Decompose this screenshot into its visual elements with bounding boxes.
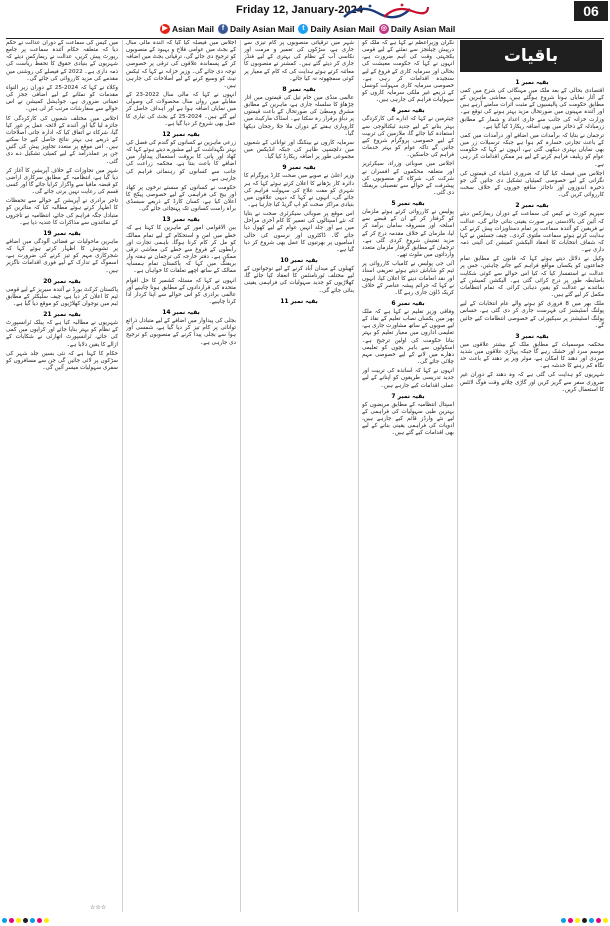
column-divider [240,40,241,912]
article-paragraph: اجلاس میں فیصلہ کیا گیا کہ آئندہ مالی سال کے بجٹ میں عوامی فلاح و بہبود کے منصوبوں کو ترجیح دی جائے گی، ترقیاتی بجٹ میں اضافہ کر کے پسماندہ علاقوں کی ترقی پر خصوصی توجہ دی جائے گی۔ وزیر خزانہ نے کہا کہ ٹیکس نیٹ کو وسیع کرنے کے لیے اصلاحات کی جارہی ہیں۔ [126,40,236,89]
continuation-heading: بقیہ نمبر 6 [391,300,425,307]
article-paragraph: کھیلوں کے میدان آباد کرنے کے لیے نوجوانوں کے لیے مختلف ٹورنامنٹس کا انعقاد کیا جائے گا، کھلاڑیوں کو جدید سہولیات کی فراہمی یقینی بنائی جائے گی۔ [244,266,354,294]
article-paragraph: شہر میں تجاوزات کے خلاف آپریشن کا آغاز کر دیا گیا ہے، انتظامیہ کے مطابق سرکاری اراضی کو قبضہ مافیا سے واگزار کرایا جائے گا اور کسی قسم کی رعایت نہیں برتی جائے گی۔ [6,167,118,196]
column-2 [362,40,454,912]
issue-date: Friday 12, January-2024 [236,4,364,16]
article-paragraph: ملک بھر میں 8 فروری کو ہونے والے عام انتخابات کے لیے پولنگ اسٹیشنز کی فہرست جاری کر دی گئی ہے، حساس پولنگ اسٹیشنز پر سیکیورٹی کے خصوصی انتظامات کیے جائیں گے۔ [460,301,604,329]
article-paragraph: پاکستان کرکٹ بورڈ نے آئندہ سیریز کے لیے قومی ٹیم کا اعلان کر دیا ہے، چیف سلیکٹر کے مطابق ٹیم میں نوجوان کھلاڑیوں کو موقع دیا گیا ہے۔ [6,286,118,307]
social-youtube-label: Asian Mail [172,23,215,34]
masthead-logo [340,1,432,21]
article-paragraph: وزیر اعلیٰ نے صوبے میں صحت کارڈ پروگرام کا دائرہ کار بڑھانے کا اعلان کرتے ہوئے کہا کہ ہر شہری کو مفت علاج کی سہولت فراہم کی جائے گی، انہوں نے کہا کہ دیہی علاقوں میں بنیادی مراکز صحت کو اپ گریڈ کیا جارہا ہے۔ [244,173,354,208]
column-4 [126,40,236,912]
color-swatch [589,918,594,923]
continuation-heading: بقیہ نمبر 20 [43,277,81,285]
article-paragraph: میں کیس کی سماعت کے دوران عدالت نے حکم دیا کہ متعلقہ حکام آئندہ سماعت پر جامع رپورٹ پیش کریں، عدالت نے ریمارکس دیئے کہ شہریوں کے بنیادی حقوق کا تحفظ ریاست کی ذمہ داری ہے۔ 2022 کے فیصلے کی روشنی میں مقدمے کی مزید کارروائی کی جائے گی۔ [6,40,118,82]
color-swatches-right [561,918,608,923]
color-swatch [568,918,573,923]
social-facebook-label: Daily Asian Mail [230,23,295,34]
article-paragraph: زرعی ماہرین نے کسانوں کو گندم کی فصل کی بہتر نگہداشت کے لیے مشورے دیتے ہوئے کہا کہ کھاد اور پانی کا بروقت استعمال پیداوار میں اضافے کا باعث بنتا ہے، محکمہ زراعت کی جانب سے کسانوں کو رہنمائی فراہم کی جارہی ہے۔ [126,139,236,182]
color-swatches-left [2,918,49,923]
social-youtube[interactable] [160,21,214,36]
end-stars: ☆☆☆ [90,904,107,911]
article-paragraph: حکومت نے کسانوں کو سستے نرخوں پر کھاد اور بیج کی فراہمی کے لیے خصوصی پیکج کا اعلان کیا ہے، کسان کارڈ کے ذریعے سبسڈی براہ راست کسانوں تک پہنچائی جائے گی۔ [126,184,236,213]
article-paragraph: اس موقع پر صوبائی سیکرٹری صحت نے بتایا کہ نئے اسپتالوں کی تعمیر کا کام آخری مراحل میں ہے اور جلد انہیں عوام کے لیے کھول دیا جائے گا۔ ڈاکٹروں اور نرسوں کی خالی اسامیوں پر بھرتیوں کا عمل بھی شروع کر دیا گیا ہے۔ [244,211,354,253]
color-swatch [596,918,601,923]
continuation-heading: بقیہ نمبر 12 [162,130,200,138]
column-1 [460,40,604,912]
article-paragraph: انہوں نے کہا کہ مالی سال 2022-23 کے مقابلے میں رواں سال محصولات کی وصولی میں نمایاں اضافہ ہوا ہے اور اہداف حاصل کر لیے گئے ہیں۔ 2024-25 کے بجٹ کی تیاری کا عمل بھی شروع کر دیا گیا ہے۔ [126,92,236,127]
social-twitter[interactable] [298,21,374,36]
color-swatch [9,918,14,923]
continuation-heading: بقیہ نمبر 9 [282,164,316,172]
continuation-heading: بقیہ نمبر 13 [162,216,200,224]
article-paragraph: چیئرمین نے کہا کہ ادارے کی کارکردگی بہتر بنانے کے لیے جدید ٹیکنالوجی سے استفادہ کیا جائے گا، ملازمین کی تربیت کے لیے خصوصی پروگرام شروع کیے جائیں گے تاکہ عوام کو بہتر خدمات فراہم کی جاسکیں۔ [362,116,454,159]
article-paragraph: انہوں نے کہا کہ مسئلہ کشمیر کا حل اقوام متحدہ کی قراردادوں کے مطابق ہونا چاہیے اور عالمی برادری کو اس حوالے سے اپنا کردار ادا کرنا چاہیے۔ [126,277,236,305]
article-paragraph: وفاقی وزیر تعلیم نے کہا ہے کہ ملک بھر میں یکساں نصاب تعلیم کے نفاذ کے لیے صوبوں کے ساتھ مشاورت جاری ہے، تعلیمی اداروں میں معیار تعلیم کو بہتر بنانا حکومت کی اولین ترجیح ہے۔ اسکولوں سے باہر بچوں کو تعلیمی دھارے میں لانے کے لیے خصوصی مہم چلائی جائے گی۔ [362,309,454,366]
article-paragraph: نگران وزیراعظم نے کہا ہے کہ ملک کو درپیش چیلنجز سے نمٹنے کے لیے قومی یکجہتی وقت کی اہم ضرورت ہے، انہوں نے کہا کہ حکومت معیشت کی بحالی اور سرمایہ کاری کے فروغ کے لیے سنجیدہ اقدامات کر رہی ہے۔ خصوصی سرمایہ کاری سہولت کونسل کے ذریعے غیر ملکی سرمایہ کاروں کو سہولیات فراہم کی جارہی ہیں۔ [362,40,454,104]
instagram-icon: ◎ [380,24,387,32]
continuation-heading: بقیہ نمبر 3 [515,332,549,340]
color-swatch [575,918,580,923]
social-facebook[interactable] [218,21,294,36]
article-paragraph: ماہرین ماحولیات نے فضائی آلودگی میں اضافے پر تشویش کا اظہار کرتے ہوئے کہا کہ شجرکاری مہم کو تیز کرنے کی ضرورت ہے، اسموگ کے تدارک کے لیے فوری اقدامات ناگزیر ہیں۔ [6,238,118,274]
article-paragraph: حکام کا کہنا ہے کہ نئی بسیں جلد شہر کی سڑکوں پر لائی جائیں گی جن سے مسافروں کو سفری سہولیات میسر آئیں گی۔ [6,350,118,372]
article-paragraph: شہریوں نے مطالبہ کیا ہے کہ پبلک ٹرانسپورٹ کے نظام کو بہتر بنایا جائے اور کرایوں میں کمی کی جائے، ٹرانسپورٹ اتھارٹی نے شکایات کے ازالے کا یقین دلایا ہے۔ [6,320,118,348]
section-title [460,40,602,72]
social-twitter-label: Daily Asian Mail [310,23,375,34]
column-divider [457,40,458,912]
continuation-heading: بقیہ نمبر 14 [162,309,200,317]
color-swatch [37,918,42,923]
section-title-text: باقیات [503,46,559,66]
article-paragraph: بین الاقوامی امور کے ماہرین کا کہنا ہے کہ خطے میں امن و استحکام کے لیے تمام ممالک کو مل کر کام کرنا ہوگا، باہمی تجارت اور رابطوں کے فروغ سے خطے کی معاشی ترقی ممکن ہے۔ دفتر خارجہ کی ترجمان نے ہفتہ وار بریفنگ میں کہا کہ پاکستان تمام ہمسایہ ممالک کے ساتھ اچھے تعلقات کا خواہاں ہے۔ [126,225,236,275]
column-1-body [460,76,604,912]
article-paragraph: انہوں نے کہا کہ اساتذہ کی تربیت اور جدید تدریسی طریقوں کو اپنانے کے لیے عملی اقدامات کیے جارہے ہیں۔ [362,368,454,389]
continuation-heading: بقیہ نمبر 1 [515,79,549,86]
color-swatch [44,918,49,923]
color-swatch [603,918,608,923]
article-paragraph: تاجر برادری نے آپریشن کے حوالے سے تحفظات کا اظہار کرتے ہوئے مطالبہ کیا کہ متاثرین کو متبادل جگہ فراہم کی جائے، انتظامیہ نے تاجروں کے نمائندوں سے مذاکرات کا عندیہ دیا ہے۔ [6,198,118,226]
social-instagram[interactable] [379,21,455,36]
continuation-heading: بقیہ نمبر 4 [391,107,425,115]
header-rule [6,38,604,39]
article-paragraph: سپریم کورٹ نے کیس کی سماعت کے دوران ریمارکس دیئے کہ آئین کی بالادستی ہر صورت یقینی بنائی جائے گی، عدالت نے فریقین کو آئندہ سماعت پر تمام دستاویزات پیش کرنے کی ہدایت کرتے ہوئے سماعت ملتوی کردی۔ چیف جسٹس نے کہا کہ شفاف انتخابات کا انعقاد الیکشن کمیشن کی آئینی ذمہ داری ہے۔ [460,211,604,254]
article-paragraph: اجلاس میں فیصلہ کیا گیا کہ ضروری اشیاء کی قیمتوں کی نگرانی کے لیے خصوصی کمیٹیاں تشکیل دی جائیں گی جو ذخیرہ اندوزوں اور ناجائز منافع خوروں کے خلاف سخت کارروائی کریں گی۔ [460,170,604,199]
column-divider [358,40,359,912]
color-swatch [30,918,35,923]
article-paragraph: اقتصادی بحالی کے بعد ملک میں مہنگائی کی شرح میں کمی کے آثار نمایاں ہونا شروع ہوگئے ہیں، معاشی ماہرین کے مطابق حکومت کی پالیسیوں کے مثبت اثرات سامنے آرہے ہیں اور آئندہ مہینوں میں صورتحال مزید بہتر ہونے کی توقع ہے۔ وزارت خزانہ کی جانب سے جاری اعداد و شمار کے مطابق زرمبادلہ کے ذخائر میں بھی اضافہ ریکارڈ کیا گیا ہے۔ [460,88,604,130]
continuation-heading: بقیہ نمبر 2 [515,202,549,210]
youtube-icon: ▶ [160,24,170,34]
column-3 [244,40,354,912]
article-paragraph: وکیل نے دلائل دیتے ہوئے کہا کہ قانون کے مطابق تمام جماعتوں کو یکساں مواقع فراہم کیے جانے چاہئیں، جس پر عدالت نے استفسار کیا کہ کیا اس حوالے سے کوئی شکایت باضابطہ طور پر درج کرائی گئی ہے۔ الیکشن کمیشن کے نمائندے نے عدالت کو یقین دہانی کرائی کہ تمام انتظامات مکمل کر لیے گئے ہیں۔ [460,256,604,299]
article-paragraph: اجلاس میں مختلف شعبوں کی کارکردگی کا جائزہ لیا گیا اور آئندہ کے لائحہ عمل پر غور کیا گیا، شرکاء نے اتفاق کیا کہ ادارہ جاتی اصلاحات کے ذریعے ہی بہتر نتائج حاصل کیے جا سکتے ہیں۔ اس موقع پر متعدد تجاویز پیش کی گئیں جن پر عملدرآمد کے لیے کمیٹی تشکیل دے دی گئی۔ [6,115,118,165]
color-swatch [23,918,28,923]
continuation-heading: بقیہ نمبر 10 [280,257,318,265]
column-5 [6,40,118,912]
article-paragraph: شہریوں کو ہدایت کی گئی ہے کہ وہ دھند کے دوران غیر ضروری سفر سے گریز کریں اور گاڑی چلاتے وقت فوگ لائٹس کا استعمال کریں۔ [460,372,604,393]
article-paragraph: وکلاء نے کہا کہ 2024-25 کے دوران زیر التواء مقدمات کو نمٹانے کے لیے اضافی ججز کی تعیناتی ضروری ہے، جوڈیشل کمیشن نے اس حوالے سے سفارشات مرتب کر لی ہیں۔ [6,84,118,113]
continuation-heading: بقیہ نمبر 8 [282,85,316,93]
article-paragraph: شہر میں ترقیاتی منصوبوں پر کام تیزی سے جاری ہے، سڑکوں کی تعمیر و مرمت اور نکاسی آب کے نظام کی بہتری کے لیے فنڈز جاری کر دیئے گئے ہیں۔ کمشنر نے منصوبوں کا معائنہ کرتے ہوئے ہدایت کی کہ کام کے معیار پر کوئی سمجھوتہ نہ کیا جائے۔ [244,40,354,82]
twitter-icon: t [298,24,308,34]
article-paragraph: محکمہ موسمیات کے مطابق ملک کے بیشتر علاقوں میں موسم سرد اور خشک رہے گا جبکہ پہاڑی علاقوں میں شدید سردی اور دھند کا امکان ہے، موٹر ویز پر دھند کے باعث حد نگاہ کم رہنے کا خدشہ ہے۔ [460,341,604,370]
continuation-heading: بقیہ نمبر 5 [391,200,425,208]
article-paragraph: اجلاس میں صوبائی وزراء، سیکرٹریز اور متعلقہ محکموں کے افسران نے شرکت کی، شرکاء کو منصوبوں کی پیشرفت کے حوالے سے تفصیلی بریفنگ دی گئی۔ [362,161,454,196]
page-number: 06 [574,1,608,21]
article-paragraph: پولیس نے کارروائی کرتے ہوئے ملزمان کو گرفتار کر کے ان کے قبضے سے اسلحہ اور مسروقہ سامان برآمد کر لیا، ملزمان کے خلاف مقدمہ درج کر کے مزید تفتیش شروع کردی گئی ہے۔ ترجمان کے مطابق گرفتار ملزمان متعدد وارداتوں میں ملوث تھے۔ [362,209,454,259]
article-paragraph: بجلی کی پیداوار میں اضافے کے لیے متبادل ذرائع توانائی پر کام تیز کر دیا گیا ہے، شمسی اور ہوا سے بجلی پیدا کرنے کے منصوبوں کو ترجیح دی جارہی ہے۔ [126,318,236,346]
column-divider [122,40,123,912]
article-paragraph: اسپتال انتظامیہ کے مطابق مریضوں کو بہترین طبی سہولیات کی فراہمی کے لیے نئے وارڈز قائم کیے جارہے ہیں، ادویات کی فراہمی یقینی بنانے کے لیے بھی اقدامات کیے گئے ہیں۔ [362,401,454,437]
color-swatch [561,918,566,923]
continuation-heading: بقیہ نمبر 21 [43,311,81,319]
social-instagram-label: Daily Asian Mail [390,23,456,34]
facebook-icon: f [218,24,228,34]
print-registration-strip [0,914,610,926]
continuation-heading: بقیہ نمبر 7 [391,392,425,400]
article-paragraph: عالمی منڈی میں خام تیل کی قیمتوں میں اتار چڑھاؤ کا سلسلہ جاری ہے، ماہرین کے مطابق مشرق وسطیٰ کی صورتحال کے باعث قیمتوں پر دباؤ برقرار رہ سکتا ہے۔ اسٹاک مارکیٹ میں کاروباری ہفتے کے دوران ملا جلا رجحان دیکھا گیا۔ [244,94,354,137]
article-paragraph: ترجمان نے بتایا کہ برآمدات میں اضافے اور درآمدات میں کمی کے باعث تجارتی خسارہ کم ہوا ہے جبکہ ترسیلات زر میں بھی نمایاں بہتری دیکھی گئی ہے، انہوں نے کہا کہ حکومت عوام کو ریلیف فراہم کرنے کے لیے ہر ممکن اقدامات کر رہی ہے۔ [460,132,604,168]
social-links [160,21,455,36]
color-swatch [2,918,7,923]
masthead-logo-mark [340,1,432,21]
continuation-heading: بقیہ نمبر 19 [43,229,81,237]
color-swatch [16,918,21,923]
page-content [6,40,604,912]
article-paragraph: آئی جی پولیس نے کامیاب کارروائی پر ٹیم کو شاباش دیتے ہوئے تعریفی اسناد اور نقد انعامات دینے کا اعلان کیا، انہوں نے کہا کہ جرائم پیشہ عناصر کے خلاف کریک ڈاؤن جاری رہے گا۔ [362,261,454,296]
article-paragraph: سرمایہ کاروں نے بینکنگ اور توانائی کے شعبوں میں دلچسپی ظاہر کی جبکہ انڈیکس میں مجموعی طور پر اضافہ ریکارڈ کیا گیا۔ [244,139,354,161]
continuation-heading: بقیہ نمبر 11 [280,297,318,305]
color-swatch [582,918,587,923]
